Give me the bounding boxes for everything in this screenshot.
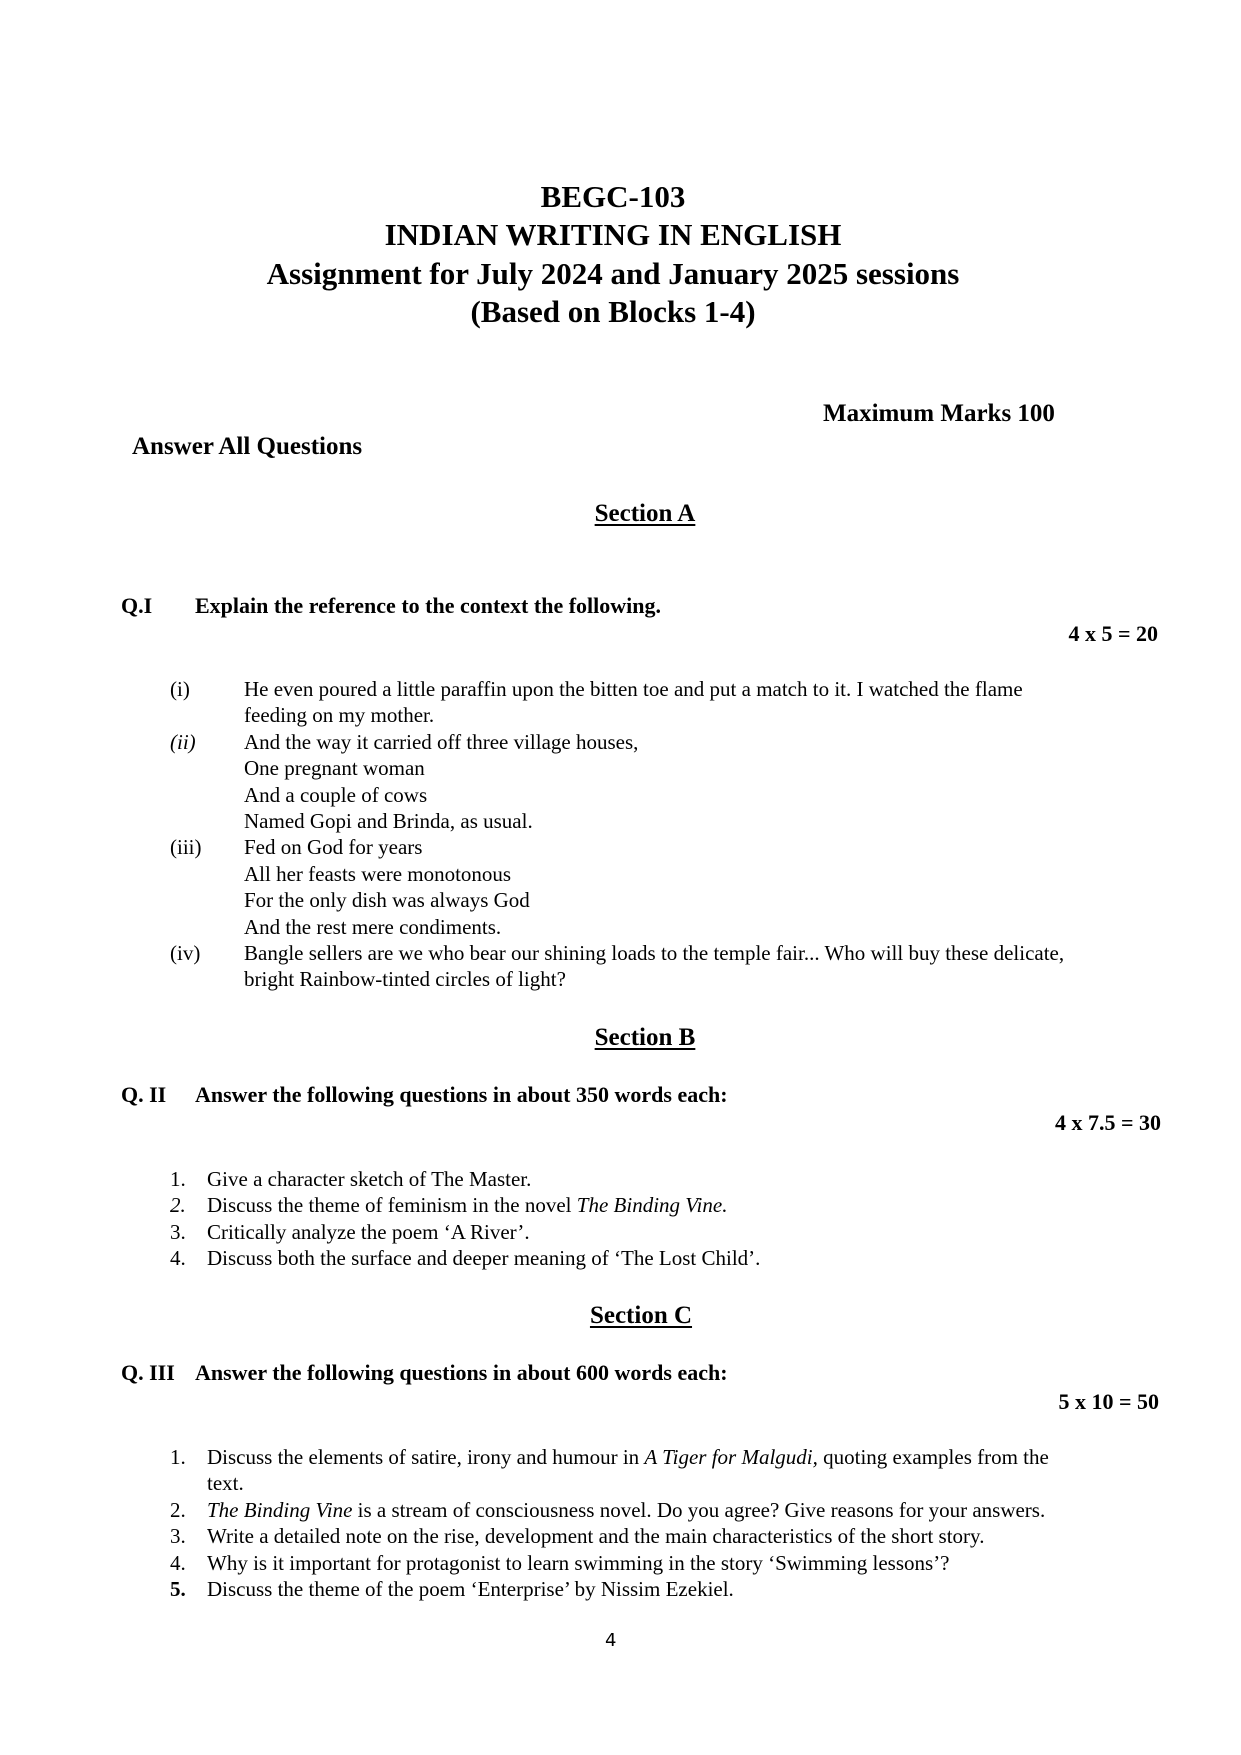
text-segment: Discuss both the surface and deeper meaning of ‘The Lost Child’. bbox=[207, 1246, 761, 1271]
text-segment: Write a detailed note on the rise, development and the main characteristics of the short story. bbox=[207, 1524, 985, 1549]
text-line bbox=[207, 1576, 734, 1602]
list-item bbox=[170, 1219, 1170, 1245]
text-segment: Discuss the theme of feminism in the novel bbox=[207, 1193, 577, 1218]
item-number: (iii) bbox=[170, 835, 202, 860]
course-title: INDIAN WRITING IN ENGLISH bbox=[384, 217, 842, 252]
item-number: 1. bbox=[170, 1445, 186, 1469]
item-text bbox=[207, 1550, 950, 1576]
list-item bbox=[170, 1192, 1170, 1218]
item-number: (iv) bbox=[170, 941, 201, 966]
text-line: Named Gopi and Brinda, as usual. bbox=[244, 809, 533, 834]
section-c-list bbox=[170, 1444, 1180, 1602]
text-line: bright Rainbow-tinted circles of light? bbox=[244, 967, 566, 992]
list-item bbox=[170, 940, 1170, 993]
section-b-heading: Section B bbox=[594, 1024, 696, 1051]
question-2-text: Answer the following questions in about 350 words each: bbox=[195, 1082, 728, 1107]
list-item bbox=[170, 1497, 1180, 1523]
text-segment: Give a character sketch of The Master. bbox=[207, 1167, 532, 1191]
item-number: 3. bbox=[170, 1524, 186, 1549]
text-line bbox=[207, 1497, 1045, 1523]
text-line: All her feasts were monotonous bbox=[244, 861, 512, 886]
list-item bbox=[170, 1444, 1180, 1497]
item-text bbox=[207, 1497, 1045, 1523]
list-item bbox=[170, 1245, 1170, 1271]
text-line bbox=[207, 1523, 984, 1549]
assignment-title: Assignment for July 2024 and January 2025 sessions bbox=[266, 256, 960, 291]
item-text bbox=[207, 1245, 760, 1271]
list-item bbox=[170, 1550, 1180, 1576]
section-c-heading: Section C bbox=[589, 1302, 693, 1329]
list-item bbox=[170, 1576, 1180, 1602]
text-line: feeding on my mother. bbox=[244, 703, 435, 728]
item-number: 1. bbox=[170, 1167, 186, 1191]
text-line: For the only dish was always God bbox=[244, 888, 530, 913]
section-a-heading: Section A bbox=[594, 500, 696, 527]
italic-title: The Binding Vine bbox=[207, 1497, 353, 1522]
section-b-list bbox=[170, 1166, 1170, 1272]
text-line: He even poured a little paraffin upon the bitten toe and put a match to it. I watched the flame bbox=[244, 677, 1023, 701]
italic-title: A Tiger for Malgudi, bbox=[644, 1445, 818, 1469]
text-segment: Critically analyze the poem ‘A River’. bbox=[207, 1219, 530, 1244]
text-line bbox=[207, 1444, 1049, 1470]
text-line: And the way it carried off three village houses, bbox=[244, 729, 639, 754]
question-1-text: Explain the reference to the context the following. bbox=[195, 593, 661, 618]
item-number: 4. bbox=[170, 1550, 186, 1575]
section-a-list bbox=[170, 676, 1170, 993]
instruction: Answer All Questions bbox=[132, 433, 363, 460]
question-1-marks: 4 x 5 = 20 bbox=[1068, 621, 1158, 646]
item-text bbox=[207, 1166, 531, 1192]
text-segment: is a stream of consciousness novel. Do you agree? Give reasons for your answers. bbox=[352, 1497, 1046, 1522]
blocks-note: (Based on Blocks 1-4) bbox=[470, 294, 756, 329]
text-line: And the rest mere condiments. bbox=[244, 914, 502, 939]
text-line bbox=[207, 1550, 950, 1576]
text-line: Bangle sellers are we who bear our shining loads to the temple fair... Who will buy these delicate, bbox=[244, 941, 1065, 966]
list-item bbox=[170, 1166, 1170, 1192]
item-text bbox=[244, 940, 1064, 993]
text-line bbox=[207, 1166, 531, 1192]
item-text bbox=[207, 1576, 734, 1602]
text-segment: Discuss the elements of satire, irony and humour in bbox=[207, 1445, 645, 1469]
item-text bbox=[207, 1219, 530, 1245]
item-number: (i) bbox=[170, 677, 190, 701]
course-code: BEGC-103 bbox=[540, 179, 686, 214]
question-3-marks: 5 x 10 = 50 bbox=[1058, 1389, 1159, 1414]
text-segment: quoting examples from the bbox=[817, 1445, 1049, 1469]
item-number: 3. bbox=[170, 1219, 186, 1244]
list-item bbox=[170, 676, 1170, 729]
item-number: 4. bbox=[170, 1246, 186, 1271]
text-segment: Why is it important for protagonist to learn swimming in the story ‘Swimming lessons’? bbox=[207, 1550, 950, 1575]
item-number: 2. bbox=[170, 1497, 186, 1522]
item-text bbox=[244, 834, 530, 940]
item-text bbox=[207, 1192, 727, 1218]
question-2-marks: 4 x 7.5 = 30 bbox=[1054, 1110, 1161, 1135]
list-item bbox=[170, 1523, 1180, 1549]
question-2-label: Q. II bbox=[121, 1082, 167, 1107]
text-line: One pregnant woman bbox=[244, 756, 425, 781]
list-item bbox=[170, 834, 1170, 940]
item-text bbox=[244, 676, 1023, 729]
page-number: 4 bbox=[605, 1630, 617, 1651]
text-line: Fed on God for years bbox=[244, 835, 423, 860]
italic-title: The Binding Vine. bbox=[576, 1193, 728, 1218]
list-item bbox=[170, 729, 1170, 835]
item-number: (ii) bbox=[170, 729, 196, 754]
item-number: 2. bbox=[170, 1193, 186, 1218]
question-1-label: Q.I bbox=[121, 593, 153, 618]
item-text bbox=[207, 1444, 1049, 1497]
question-3-text: Answer the following questions in about 600 words each: bbox=[195, 1360, 728, 1385]
item-text bbox=[244, 729, 638, 835]
item-text bbox=[207, 1523, 984, 1549]
question-3-label: Q. III bbox=[121, 1360, 175, 1385]
item-number: 5. bbox=[170, 1577, 186, 1602]
text-line bbox=[207, 1245, 760, 1271]
text-line: And a couple of cows bbox=[244, 782, 428, 807]
text-segment: Discuss the theme of the poem ‘Enterprise’ by Nissim Ezekiel. bbox=[207, 1577, 734, 1602]
maximum-marks: Maximum Marks 100 bbox=[823, 400, 1055, 427]
text-line: text. bbox=[207, 1471, 244, 1496]
text-line bbox=[207, 1219, 530, 1245]
text-line bbox=[207, 1192, 727, 1218]
